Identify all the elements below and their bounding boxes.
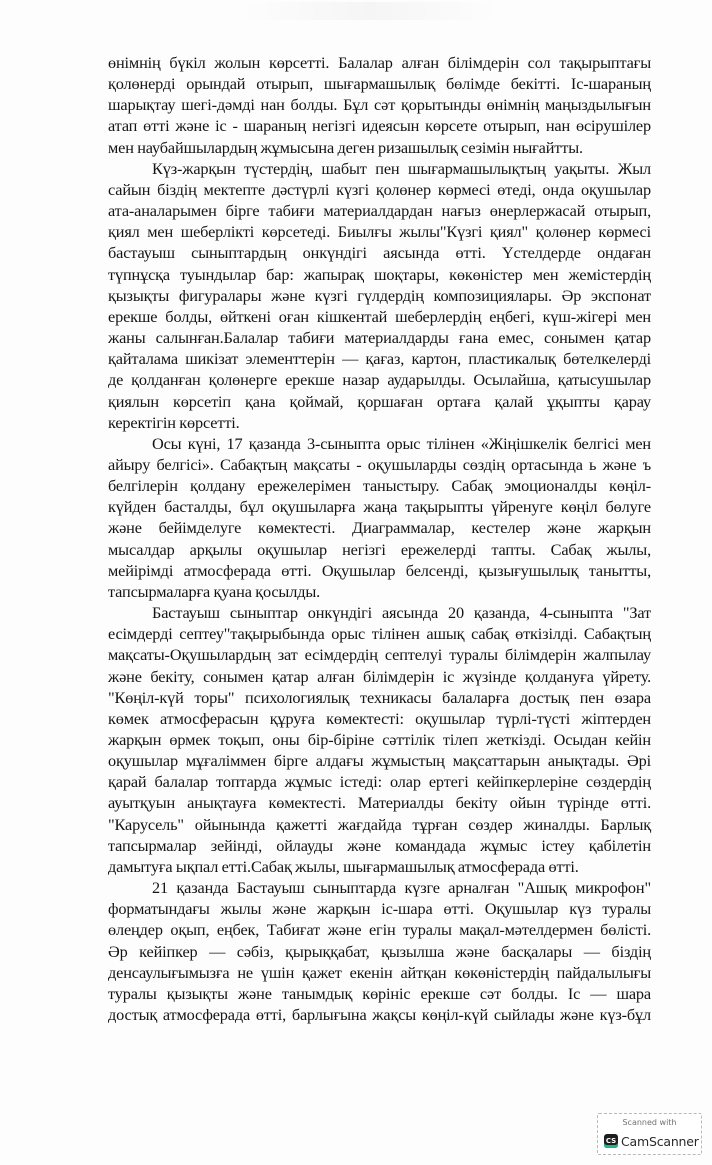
text-line: қолөнерді орындай отырып, шығармашылық бөлімде бекітті. Іс-шараның	[108, 74, 651, 94]
text-line: туралы қызықты және танымдық көрініс ерекше сәт болды. Іс — шара	[108, 983, 651, 1003]
text-line: денсаулығымызға не үшін қажет екенін айтқан көкөністердің пайдалылығы	[108, 962, 651, 982]
text-line: достық атмосферада өтті, барлығына жақсы көңіл-күй сыйлады және күз-бұл	[108, 1005, 651, 1025]
watermark-brand-name: CamScanner	[621, 1133, 699, 1149]
text-line: сайын біздің мектепте дәстүрлі күзгі қолөнер көрмесі өтеді, онда оқушылар	[108, 179, 651, 199]
text-line: ерекше болды, өйткені оған кішкентай шеберлердің еңбегі, күш-жігері мен	[108, 306, 651, 326]
text-line: күйден басталды, бұл оқушыларға жаңа тақырыпты үйренуге көңіл бөлуге	[108, 497, 651, 517]
text-line: шарықтау шегі-дәмді нан болды. Бұл сәт қорытынды өнімнің маңыздылығын	[108, 95, 651, 115]
text-line: бастауыш сыныптардың онкүндігі аясында өтті. Үстелдерде ондаған	[108, 243, 651, 263]
camscanner-logo-icon: CS	[604, 1134, 618, 1148]
text-line: қиялын көрсетіп қана қоймай, қоршаған ортаға қалай ұқыпты қарау	[108, 391, 651, 411]
text-line: айыру белгісі». Сабақтың мақсаты - оқушыларды сөздің ортасында ь және ъ	[108, 454, 651, 474]
text-line: қызықты фигуралары және күзгі гүлдердің композициялары. Әр экспонат	[108, 285, 651, 305]
text-line: қайталама шикізат элементтерін — қағаз, картон, пластикалық бөтелкелерді	[108, 349, 651, 369]
watermark-caption: Scanned with	[622, 1118, 677, 1127]
text-line: "Көңіл-күй торы" психологиялық техникасы балаларға достық пен өзара	[108, 687, 651, 707]
text-line: белгілерін қолдану ережелерімен таныстыру. Сабақ эмоционалды көңіл-	[108, 476, 651, 496]
text-line: тапсырмалар зейінді, ойлауды және командада жұмыс істеу қабілетін	[108, 835, 651, 855]
text-line: 21 қазанда Бастауыш сыныптарда күзге арналған "Ашық микрофон"	[152, 878, 651, 898]
text-line: есімдерді септеу"тақырыбында орыс тілінен ашық сабақ өткізілді. Сабақтың	[108, 624, 651, 644]
watermark-brand	[604, 1133, 699, 1149]
camscanner-watermark	[597, 1113, 702, 1155]
text-line: түпнұсқа туындылар бар: жапырақ шоқтары, көкөністер мен жемістердің	[108, 264, 651, 284]
text-line: көмек атмосферасын құруға көмектесті: оқушылар түрлі-түсті жіптерден	[108, 708, 651, 728]
text-line: мен наубайшылардың жұмысына деген ризашылық сезімін нығайтты.	[108, 137, 583, 157]
text-line: жаны салынған.Балалар табиғи материалдарды ғана емес, сонымен қатар	[108, 328, 651, 348]
text-line: және бекіту, сонымен қатар алған білімдерін іс жүзінде қолдануға үйрету.	[108, 666, 651, 686]
text-line: қарай балалар топтарда жұмыс істеді: олар ертегі кейіпкерлеріне сөздердің	[108, 772, 651, 792]
paragraph	[108, 433, 651, 602]
text-line: өлеңдер оқып, еңбек, Табиғат және егін туралы мақал-мәтелдермен бөлісті.	[108, 920, 651, 940]
text-line: ауытқуын анықтауға көмектесті. Материалды бекіту ойын түрінде өтті.	[108, 793, 651, 813]
text-line: Күз-жарқын түстердің, шабыт пен шығармашылықтың уақыты. Жыл	[152, 158, 651, 178]
text-line: "Карусель" ойынында қажетті жағдайда тұрған сөздер жиналды. Барлық	[108, 814, 651, 834]
paragraph	[108, 158, 651, 433]
text-line: жарқын өрмек тоқып, оны бір-біріне сәттілік тілеп жеткізді. Осыдан кейін	[108, 730, 651, 749]
paragraph	[108, 877, 651, 1025]
text-line: керектігін көрсетті.	[108, 412, 240, 432]
text-line: Бастауыш сыныптар онкүндігі аясында 20 қазанда, 4-сыныпта "Зат	[152, 603, 651, 623]
text-line: мейірімді атмосферада өтті. Оқушылар белсенді, қызығушылық танытты,	[108, 560, 651, 580]
text-line: және бейімделуге көмектесті. Диаграммалар, кестелер және жарқын	[108, 518, 651, 538]
text-line: оқушылар мұғаліммен бірге алдағы жұмыстың мақсаттарын анықтады. Әрі	[108, 751, 651, 771]
text-line: ата-аналарымен бірге табиғи материалдардан нағыз өнерлержасай отырып,	[108, 201, 651, 221]
text-line: Осы күні, 17 қазанда 3-сыныпта орыс тілінен «Жіңішкелік белгісі мен	[152, 433, 651, 453]
text-line: Әр кейіпкер — сәбіз, қырыққабат, қызылша және басқалары — біздің	[108, 941, 651, 961]
text-line: мақсаты-Оқушылардың зат есімдердің септелуі туралы білімдерін жалпылау	[108, 645, 651, 665]
text-line: тапсырмаларға қуана қосылды.	[108, 581, 321, 601]
text-line: де қолданған қолөнерге ерекше назар аударылды. Осылайша, қатысушылар	[108, 370, 651, 390]
text-line: мысалдар арқылы оқушылар негізгі ережелерді тапты. Сабақ жылы,	[108, 539, 651, 559]
text-line: өнімнің бүкіл жолын көрсетті. Балалар алған білімдерін сол тақырыптағы	[108, 53, 651, 72]
paragraph	[108, 602, 651, 877]
text-line: дамытуға ықпал етті.Сабақ жылы, шығармашылық атмосферада өтті.	[108, 856, 579, 876]
text-line: атап өтті және іс - шараның негізгі идеясын көрсете отырып, нан өсірушілер	[108, 116, 651, 136]
text-line: қиял мен шеберлікті көрсетеді. Биылғы жылы"Күзгі қиял" қолөнер көрмесі	[108, 222, 651, 242]
paragraph	[108, 52, 651, 158]
document-body	[108, 0, 651, 1105]
text-line: форматындағы жылы және жарқын іс-шара өтті. Оқушылар күз туралы	[108, 899, 651, 919]
